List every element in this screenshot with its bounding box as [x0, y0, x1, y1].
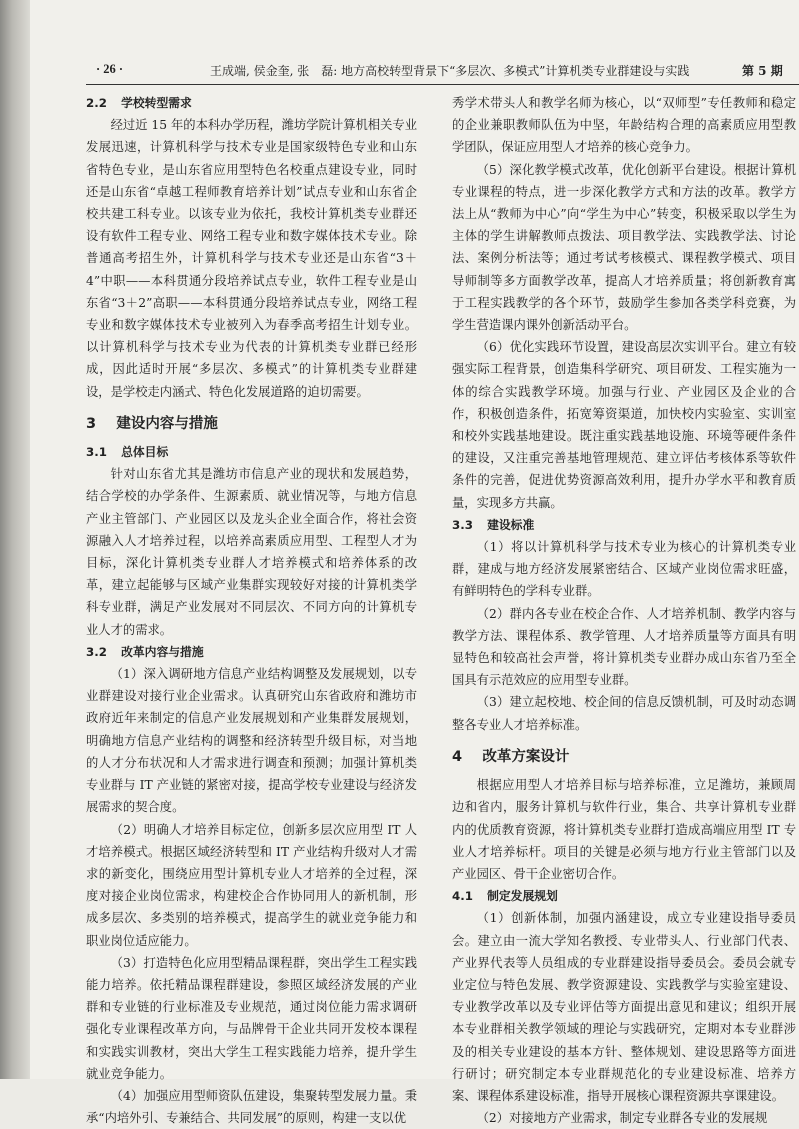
page-header: [30, 58, 799, 84]
paragraph: 经过近 15 年的本科办学历程，潍坊学院计算机相关专业发展迅速，计算机科学与技术专业是国家级特色专业和山东省特色专业，是山东省应用型特色名校重点建设专业，同时还是山东省“卓越工程师教育培养计划”试点专业和山东省企校共建工科专业。以该专业为依托，我校计算机类专业群还设有软件工程专业、网络工程专业和数字媒体技术专业。除普通高考招生外，计算机科学与技术专业还是山东省“3＋4”中职——本科贯通分段培养试点专业，软件工程专业是山东省“3＋2”高职——本科贯通分段培养试点专业，网络工程专业和数字媒体技术专业被列入为春季高考招生计划专业。以计算机科学与技术专业为代表的计算机类专业群已经形成，因此适时开展“多层次、多模式”的计算机类专业群建设，是学校走内涵式、特色化发展道路的迫切需要。: [86, 118, 417, 399]
section-heading-3-2: 3.2 改革内容与措施: [86, 644, 204, 659]
paragraph: （1）将以计算机科学与技术专业为核心的计算机类专业群，建成与地方经济发展紧密结合、区域产业岗位需求旺盛，有鲜明特色的学科专业群。: [452, 540, 796, 599]
header-rule: [86, 84, 799, 85]
paragraph: 针对山东省尤其是潍坊市信息产业的现状和发展趋势，结合学校的办学条件、生源素质、就业情况等，与地方信息产业主管部门、产业园区以及龙头企业全面合作，将社会资源融入人才培养过程，以培养高素质应用型、工程型人才为目标，深化计算机类专业群人才培养模式和培养体系的改革，建立起能够与区域产业集群实现较好对接的计算机类学科专业群，满足产业发展对不同层次、不同方向的计算机专业人才的需求。: [86, 467, 417, 637]
section-heading-4-1: 4.1 制定发展规划: [452, 889, 558, 904]
paragraph: 根据应用型人才培养目标与培养标准，立足潍坊，兼顾周边和省内，服务计算机与软件行业，集合、共享计算机专业群内的优质教育资源，将计算机类专业群打造成高端应用型 IT 专业人才培养标杆。项目的关键是必须与地方行业主管部门以及产业园区、骨干企业密切合作。: [452, 778, 796, 881]
paragraph: （1）深入调研地方信息产业结构调整及发展规划，以专业群建设对接行业企业需求。认真研究山东省政府和潍坊市政府近年来制定的信息产业发展规划和产业集群发展规划，明确地方信息产业结构的调整和经济转型升级目标，对当地的人才分布状况和人才需求进行调查和预测；加强计算机类专业群与 IT 产业链的紧密对接，提高学校专业建设与经济发展需求的契合度。: [86, 667, 417, 815]
book-binding-shadow: [0, 0, 30, 1079]
left-column: [86, 92, 417, 1129]
issue-number: 第 5 期: [742, 64, 783, 78]
section-heading-3: 3 建设内容与措施: [86, 415, 218, 432]
running-title: 王成端, 侯金奎, 张 磊: 地方高校转型背景下“多层次、多模式”计算机类专业群建设与实践: [210, 64, 690, 78]
page-number: · 26 ·: [96, 62, 124, 76]
paragraph: （3）打造特色化应用型精品课程群，突出学生工程实践能力培养。依托精品课程群建设，参照区域经济发展的产业群和专业链的行业标准及专业规范，通过岗位能力需求调研强化专业课程改革方向，与品牌骨干企业共同开发校本课程和实践实训教材，突出大学生工程实践能力培养，提升学生就业竞争能力。: [86, 955, 417, 1081]
paragraph: （5）深化教学模式改革，优化创新平台建设。根据计算机专业课程的特点，进一步深化教学方式和方法的改革。教学方法上从“教师为中心”向“学生为中心”转变，积极采取以学生为主体的学生讲解教师点拨法、项目教学法、实践教学法、讨论法、案例分析法等；通过考试考核模式、课程教学模式、项目导师制等多方面教学改革，提高人才培养质量；将创新教育寓于工程实践教学的各个环节，鼓励学生参加各类学科竞赛，为学生营造课内课外创新活动平台。: [452, 162, 796, 333]
paragraph: （2）对接地方产业需求，制定专业群各专业的发展规: [476, 1111, 768, 1126]
paragraph: （6）优化实践环节设置，建设高层次实训平台。建立有较强实际工程背景，创造集科学研究、项目研发、工程实施为一体的综合实践教学环境。加强与行业、产业园区及企业的合作，积极创造条件，拓宽筹资渠道，加快校内实验室、实训室和校外实践基地建设。既注重实践基地设施、环境等硬件条件的建设，又注重完善基地管理规范、建立评估考核体系等软件条件的完善，促进优势资源高效利用，提升办学水平和教育质量，实现多方共赢。: [452, 340, 796, 510]
paragraph: （2）群内各专业在校企合作、人才培养机制、教学内容与教学方法、课程体系、教学管理、人才培养质量等方面具有明显特色和较高社会声誉，将计算机类专业群办成山东省乃至全国具有示范效应的应用型专业群。: [452, 606, 796, 688]
section-heading-4: 4 改革方案设计: [452, 748, 570, 765]
paragraph: （1）创新体制，加强内涵建设，成立专业建设指导委员会。建立由一流大学知名教授、专业带头人、行业部门代表、产业界代表等人员组成的专业群建设指导委员会。委员会就专业定位与特色发展、教学资源建设、实践教学与实验室建设、专业教学改革以及专业评估等方面提出意见和建议；组织开展本专业群相关教学领域的理论与实践研究，定期对本专业群涉及的相关专业建设的基本方针、整体规划、建设思路等方面进行研讨；研究制定本专业群规范化的专业建设标准、培养方案、课程体系建设标准，指导开展核心课程资源共享课建设。: [452, 911, 796, 1103]
section-heading-3-1: 3.1 总体目标: [86, 445, 169, 460]
paragraph-continued: 秀学术带头人和教学名师为核心，以“双师型”专任教师和稳定的企业兼职教师队伍为中坚，年龄结构合理的高素质应用型教学团队，保证应用型人才培养的核心竞争力。: [452, 96, 796, 155]
paragraph: （3）建立起校地、校企间的信息反馈机制，可及时动态调整各专业人才培养标准。: [452, 695, 796, 732]
section-heading-2-2: 2.2 学校转型需求: [86, 96, 192, 110]
paragraph: （4）加强应用型师资队伍建设，集聚转型发展力量。秉承“内培外引、专兼结合、共同发展”的原则，构建一支以优: [86, 1088, 417, 1126]
paragraph: （2）明确人才培养目标定位，创新多层次应用型 IT 人才培养模式。根据区域经济转型和 IT 产业结构升级对人才需求的新变化，围绕应用型计算机专业人才培养的全过程，深度对接企业岗位需求，构建校企合作协同用人的新机制，形成多层次、多类别的培养模式，提高学生的就业竞争能力和职业岗位适应能力。: [86, 822, 417, 948]
section-heading-3-3: 3.3 建设标准: [452, 517, 535, 532]
right-column: [452, 92, 796, 1129]
